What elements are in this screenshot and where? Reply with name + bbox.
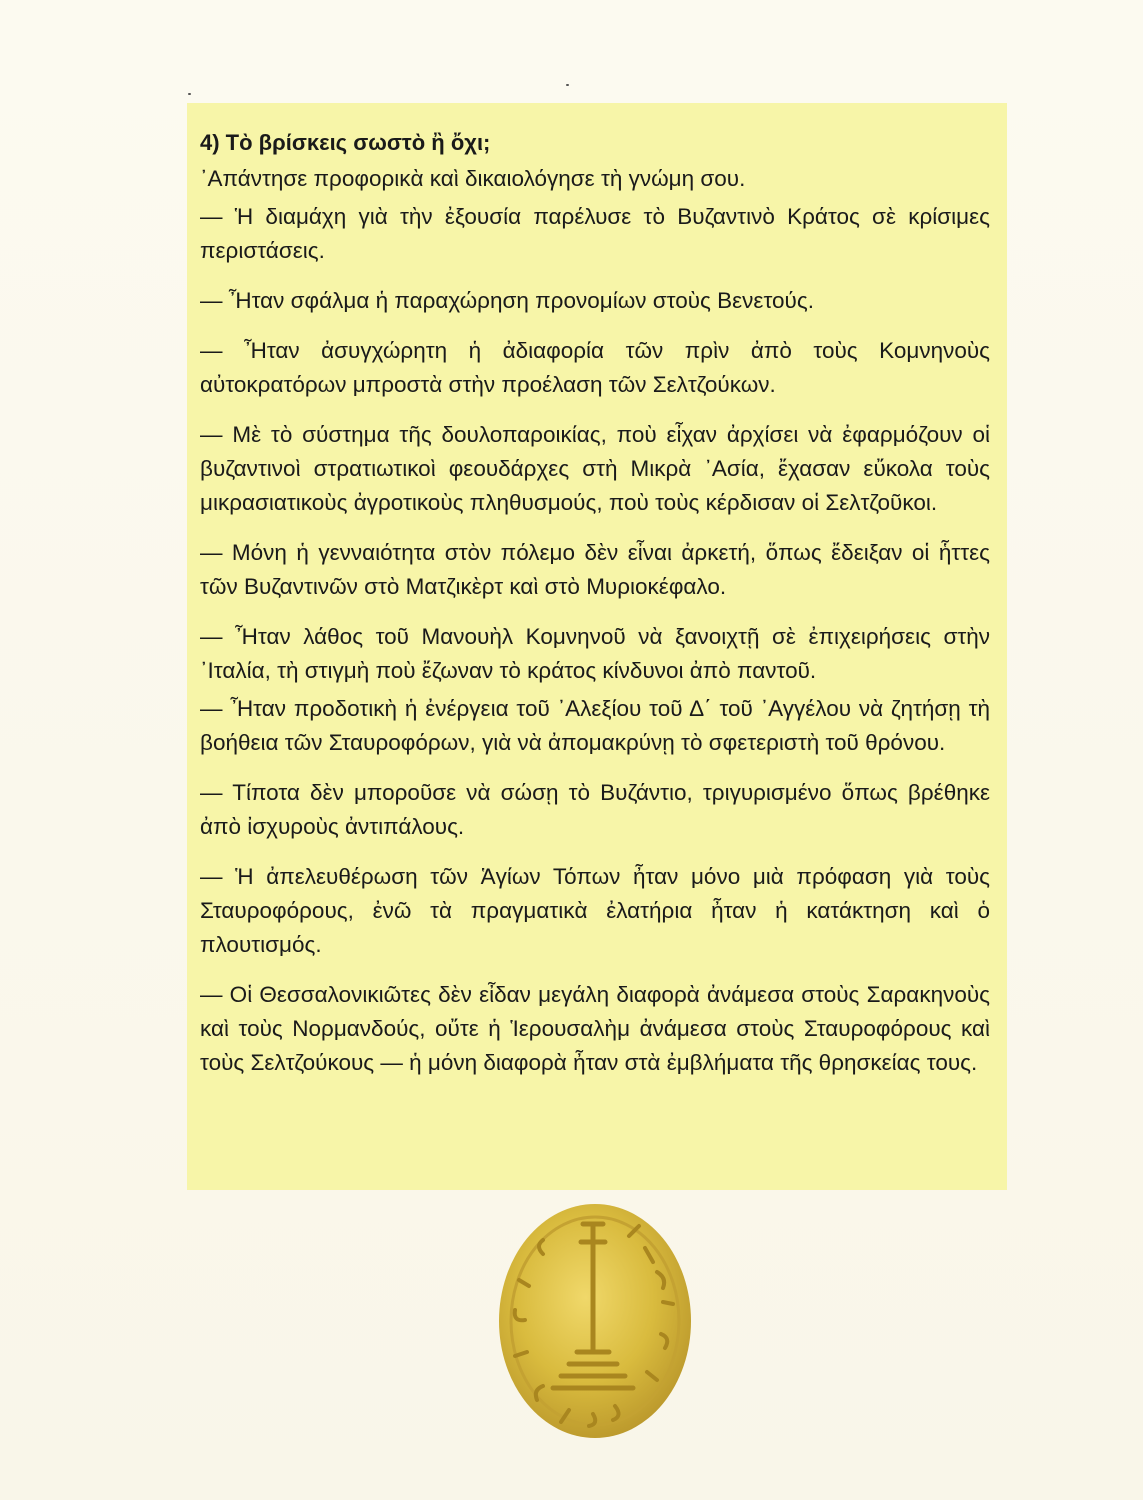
- exercise-instruction: ᾿Απάντησε προφορικὰ καὶ δικαιολόγησε τὴ γνώμη σου.: [200, 166, 746, 191]
- statement-5: — Μόνη ἡ γενναιότητα στὸν πόλεμο δὲν εἶναι ἀρκετή, ὅπως ἔδειξαν οἱ ἧττες τῶν Βυζαντινῶν στὸ Ματζικὲρτ καὶ στὸ Μυριοκέφαλο.: [200, 540, 990, 599]
- scan-speck: [566, 84, 569, 86]
- byzantine-gold-coin-image: [497, 1202, 693, 1440]
- statement-4: — Μὲ τὸ σύστημα τῆς δουλοπαροικίας, ποὺ εἶχαν ἀρχίσει νὰ ἐφαρμόζουν οἱ βυζαντινοὶ στρατιωτικοὶ φεουδάρχες στὴ Μικρὰ ᾿Ασία, ἔχασαν εὔκολα τοὺς μικρασιατικοὺς ἀγροτικοὺς πληθυσμούς, ποὺ τοὺς κέρδισαν οἱ Σελτζοῦκοι.: [200, 422, 990, 515]
- statement-7: — Ἦταν προδοτικὴ ἡ ἐνέργεια τοῦ ᾿Αλεξίου τοῦ Δ΄ τοῦ ᾿Αγγέλου νὰ ζητήσῃ τὴ βοήθεια τῶν Σταυροφόρων, γιὰ νὰ ἀπομακρύνῃ τὸ σφετεριστὴ τοῦ θρόνου.: [200, 696, 990, 755]
- exercise-content: [200, 128, 990, 1080]
- statement-9: — Ἡ ἀπελευθέρωση τῶν Ἁγίων Τόπων ἦταν μόνο μιὰ πρόφαση γιὰ τοὺς Σταυροφόρους, ἐνῶ τὰ πραγματικὰ ἐλατήρια ἦταν ἡ κατάκτηση καὶ ὁ πλουτισμός.: [200, 864, 990, 957]
- statement-3: — Ἦταν ἀσυγχώρητη ἡ ἀδιαφορία τῶν πρὶν ἀπὸ τοὺς Κομνηνοὺς αὐτοκρατόρων μπροστὰ στὴν προέλαση τῶν Σελτζούκων.: [200, 338, 990, 397]
- scan-speck: [188, 93, 191, 95]
- statement-2: — Ἦταν σφάλμα ἡ παραχώρηση προνομίων στοὺς Βενετούς.: [200, 288, 814, 313]
- exercise-heading: 4) Τὸ βρίσκεις σωστὸ ἢ ὄχι;: [200, 130, 491, 155]
- statement-1: — Ἡ διαμάχη γιὰ τὴν ἐξουσία παρέλυσε τὸ Βυζαντινὸ Κράτος σὲ κρίσιμες περιστάσεις.: [200, 204, 990, 263]
- statement-10: — Οἱ Θεσσαλονικιῶτες δὲν εἶδαν μεγάλη διαφορὰ ἀνάμεσα στοὺς Σαρακηνοὺς καὶ τοὺς Νορμανδούς, οὔτε ἡ Ἱερουσαλὴμ ἀνάμεσα στοὺς Σταυροφόρους καὶ τοὺς Σελτζούκους — ἡ μόνη διαφορὰ ἦταν στὰ ἐμβλήματα τῆς θρησκείας τους.: [200, 982, 990, 1075]
- statement-6: — Ἦταν λάθος τοῦ Μανουὴλ Κομνηνοῦ νὰ ξανοιχτῇ σὲ ἐπιχειρήσεις στὴν ᾿Ιταλία, τὴ στιγμὴ ποὺ ἔζωναν τὸ κράτος κίνδυνοι ἀπὸ παντοῦ.: [200, 624, 990, 683]
- statement-8: — Τίποτα δὲν μποροῦσε νὰ σώσῃ τὸ Βυζάντιο, τριγυρισμένο ὅπως βρέθηκε ἀπὸ ἰσχυροὺς ἀντιπάλους.: [200, 780, 990, 839]
